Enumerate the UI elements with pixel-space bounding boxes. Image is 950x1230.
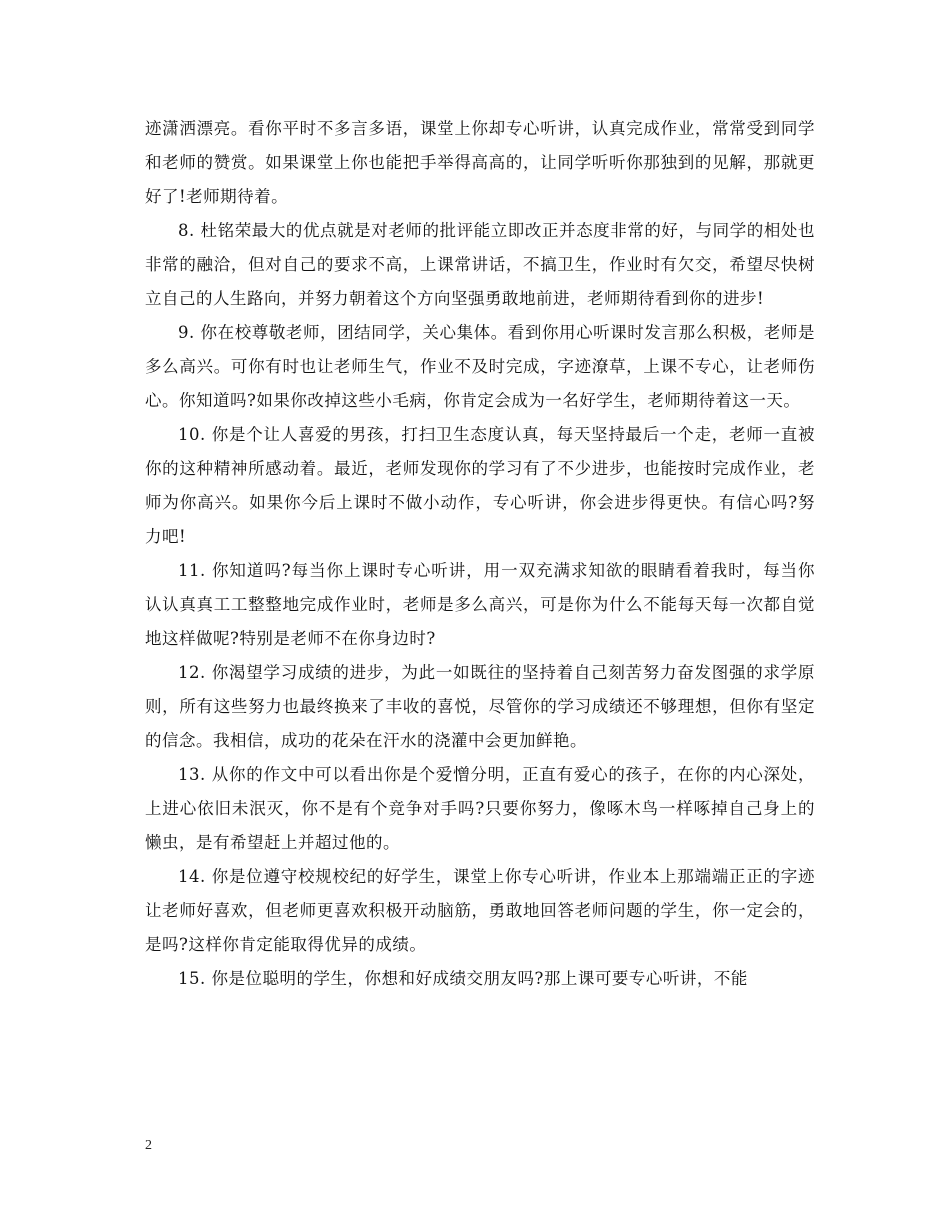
paragraph-comment-8: 8. 杜铭荣最大的优点就是对老师的批评能立即改正并态度非常的好，与同学的相处也非常的融洽，但对自己的要求不高，上课常讲话，不搞卫生，作业时有欠交，希望尽快树立自己的人生路向，并努力朝着这个方向坚强勇敢地前进，老师期待看到你的进步! <box>145 221 815 308</box>
paragraph-continuation: 迹潇洒漂亮。看你平时不多言多语，课堂上你却专心听讲，认真完成作业，常常受到同学和老师的赞赏。如果课堂上你也能把手举得高高的，让同学听听你那独到的见解，那就更好了!老师期待着。 <box>145 119 815 206</box>
page-number: 2 <box>145 1138 152 1153</box>
paragraph-comment-10: 10. 你是个让人喜爱的男孩，打扫卫生态度认真，每天坚持最后一个走，老师一直被你的这种精神所感动着。最近，老师发现你的学习有了不少进步，也能按时完成作业，老师为你高兴。如果你今后上课时不做小动作，专心听讲，你会进步得更快。有信心吗?努力吧! <box>145 425 815 546</box>
paragraph-comment-15: 15. 你是位聪明的学生，你想和好成绩交朋友吗?那上课可要专心听讲，不能 <box>178 969 748 988</box>
paragraph-comment-11: 11. 你知道吗?每当你上课时专心听讲，用一双充满求知欲的眼睛看着我时，每当你认认真真工工整整地完成作业时，老师是多么高兴，可是你为什么不能每天每一次都自觉地这样做呢?特别是老师不在你身边时? <box>145 561 815 648</box>
paragraph-comment-14: 14. 你是位遵守校规校纪的好学生，课堂上你专心听讲，作业本上那端端正正的字迹让老师好喜欢，但老师更喜欢积极开动脑筋，勇敢地回答老师问题的学生，你一定会的，是吗?这样你肯定能取得优异的成绩。 <box>145 867 815 954</box>
paragraph-comment-13: 13. 从你的作文中可以看出你是个爱憎分明，正直有爱心的孩子，在你的内心深处，上进心依旧未泯灭，你不是有个竞争对手吗?只要你努力，像啄木鸟一样啄掉自己身上的懒虫，是有希望赶上并超过他的。 <box>145 765 815 852</box>
document-body <box>145 112 815 996</box>
paragraph-comment-9: 9. 你在校尊敬老师，团结同学，关心集体。看到你用心听课时发言那么积极，老师是多么高兴。可你有时也让老师生气，作业不及时完成，字迹潦草，上课不专心，让老师伤心。你知道吗?如果你改掉这些小毛病，你肯定会成为一名好学生，老师期待着这一天。 <box>145 323 815 410</box>
paragraph-comment-12: 12. 你渴望学习成绩的进步，为此一如既往的坚持着自己刻苦努力奋发图强的求学原则，所有这些努力也最终换来了丰收的喜悦，尽管你的学习成绩还不够理想，但你有坚定的信念。我相信，成功的花朵在汗水的浇灌中会更加鲜艳。 <box>145 663 815 750</box>
